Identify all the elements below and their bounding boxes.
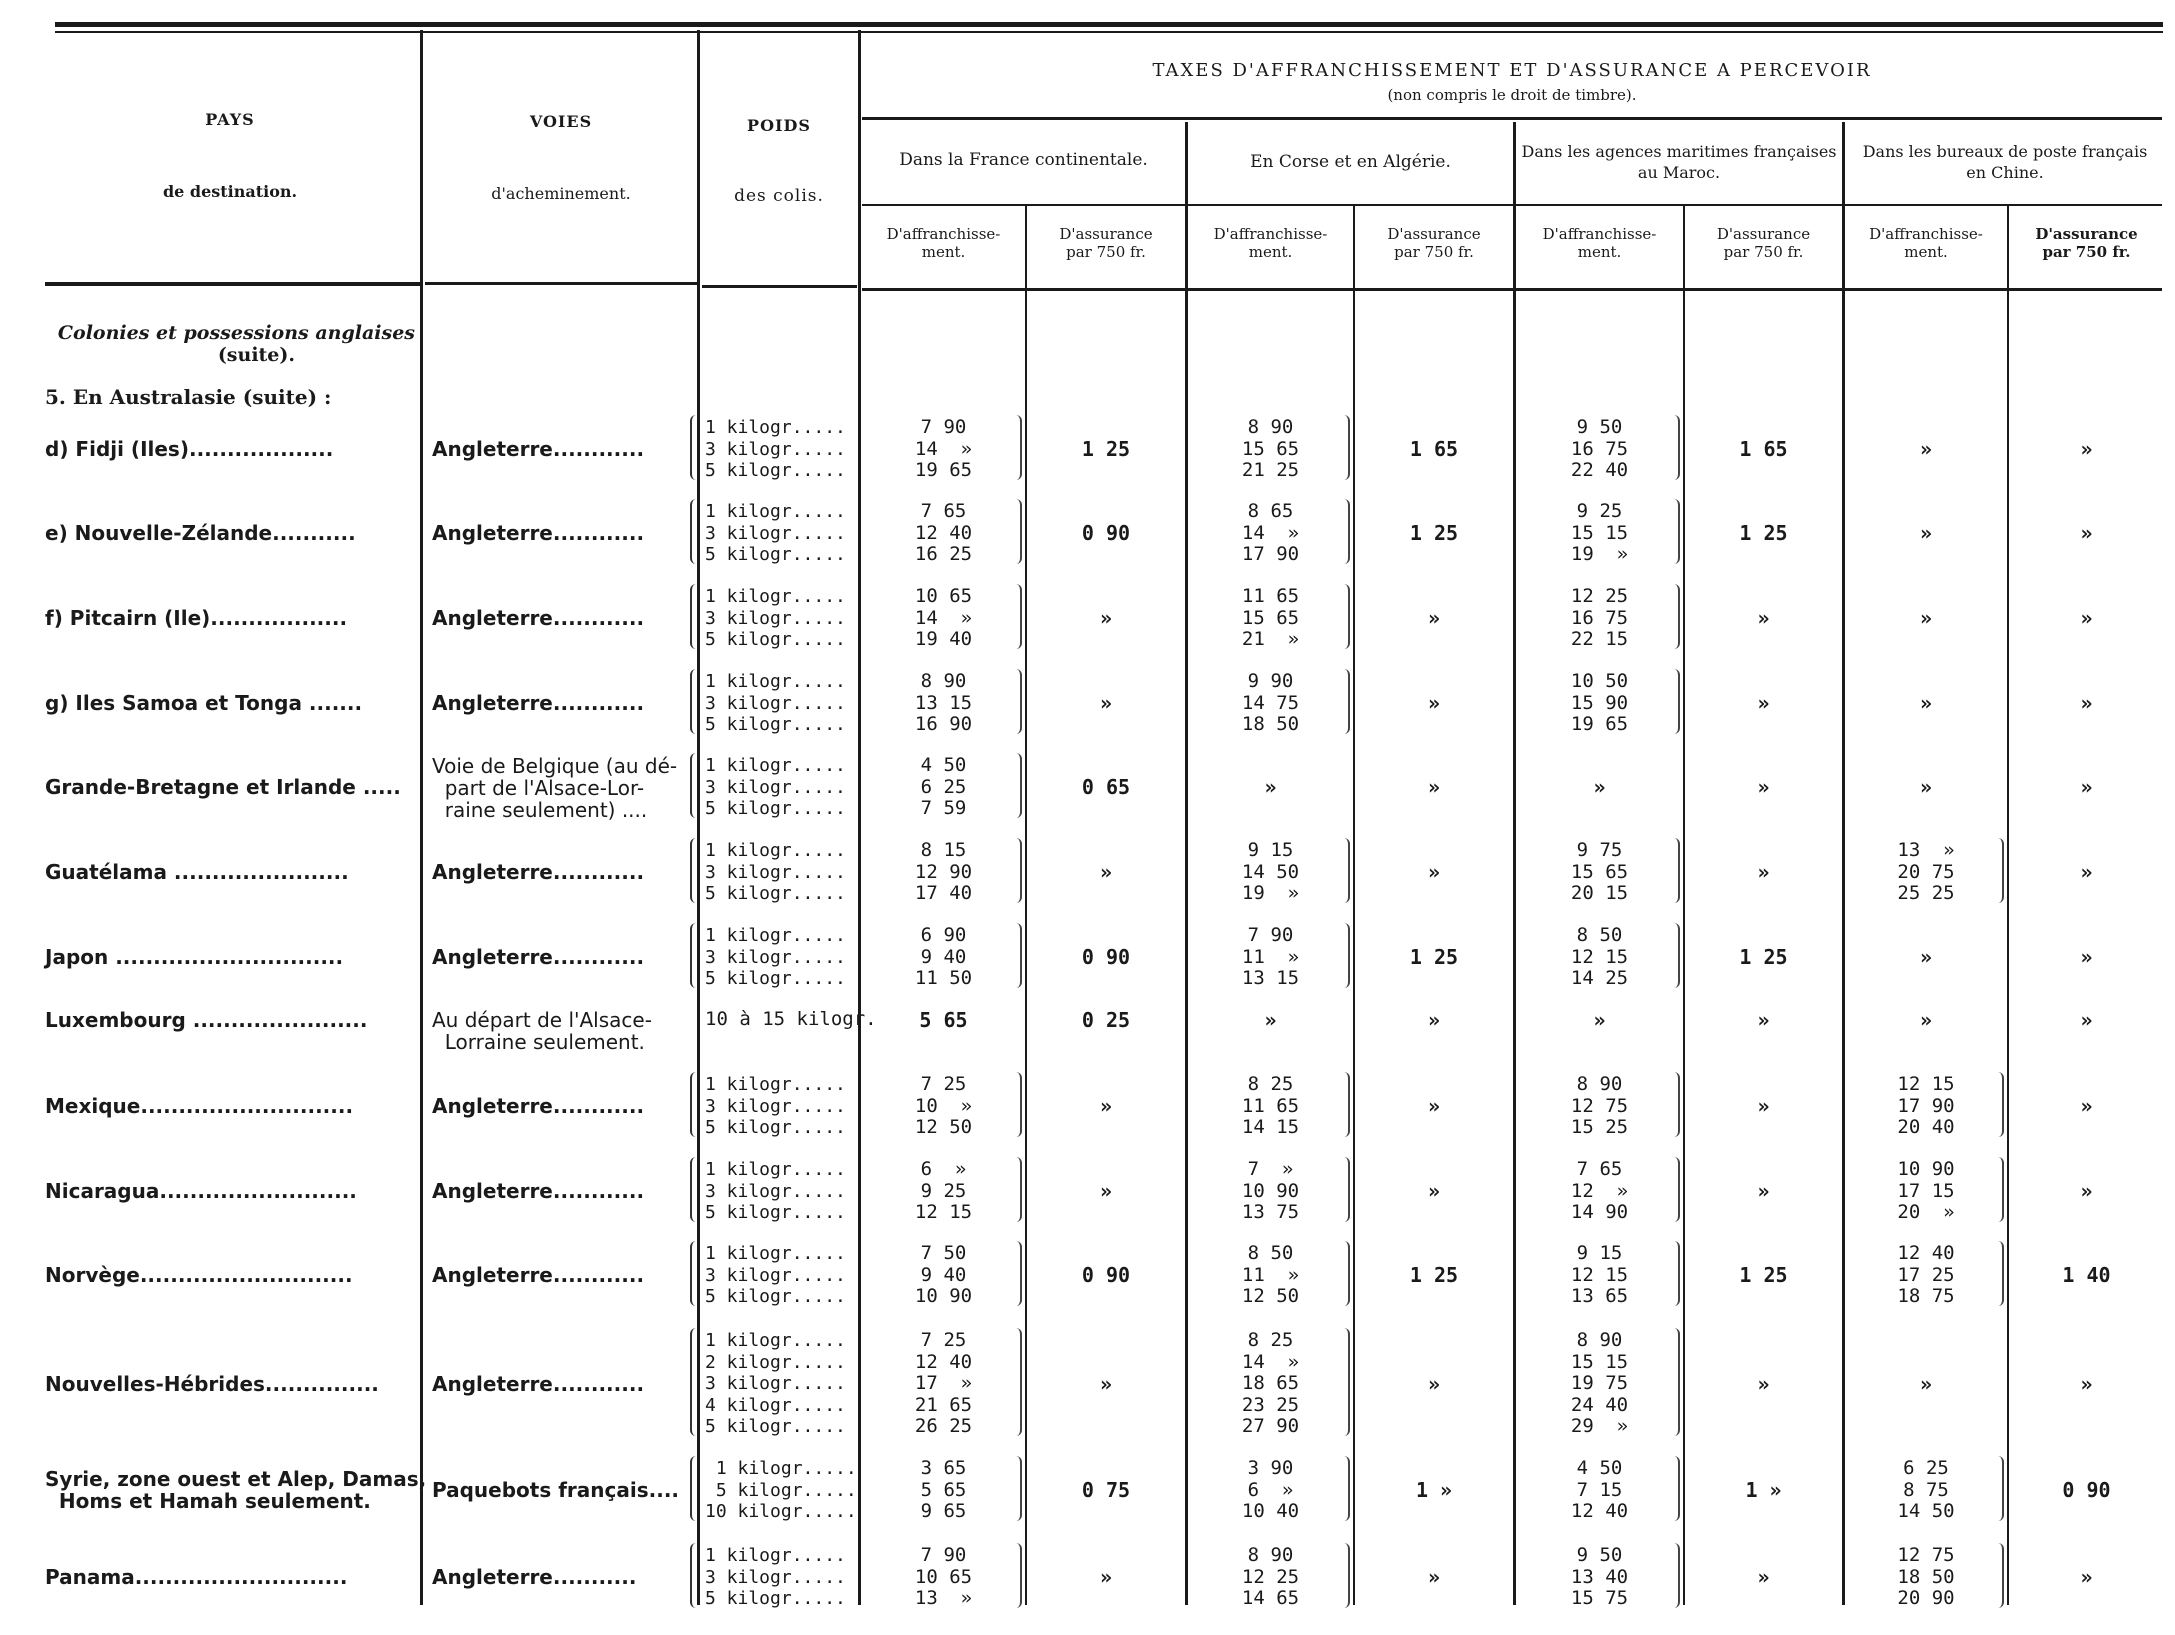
sub-ass-2-l2: par 750 fr. [1394, 243, 1474, 261]
row-aff4: 12 40 17 25 18 75 [1897, 1242, 1955, 1307]
col-rule [420, 30, 423, 1605]
value-brace [1671, 584, 1680, 649]
row-country: Luxembourg ....................... [45, 1007, 368, 1032]
row-weights: 1 kilogr..... 3 kilogr..... 5 kilogr..... [705, 417, 846, 481]
header-bottom-rule [425, 282, 697, 285]
taxes-subtitle: (non compris le droit de timbre). [1387, 86, 1637, 104]
row-aff2: 8 90 12 25 14 65 [1241, 1544, 1300, 1609]
taxes-rule [862, 117, 2162, 120]
row-aff3: 12 25 16 75 22 15 [1570, 585, 1629, 650]
value-brace [1671, 1543, 1680, 1608]
row-ass4: » [2080, 606, 2093, 631]
row-ass1: » [1099, 691, 1113, 716]
row-aff2: 8 25 14 » 18 65 23 25 27 90 [1241, 1329, 1300, 1437]
row-ass4: 1 40 [2062, 1263, 2111, 1288]
value-brace [1013, 415, 1022, 480]
row-aff4: » [1919, 1371, 1933, 1396]
row-weights: 1 kilogr..... 3 kilogr..... 5 kilogr..... [705, 586, 846, 650]
row-ass2: » [1427, 1007, 1441, 1032]
row-ass2: 1 25 [1409, 521, 1459, 546]
value-brace [1013, 1543, 1022, 1608]
row-aff2: 8 50 11 » 12 50 [1241, 1242, 1300, 1307]
sub-aff-3 [1516, 225, 1683, 261]
row-aff1: 3 65 5 65 9 65 [920, 1457, 967, 1522]
row-aff3: 9 50 16 75 22 40 [1570, 416, 1629, 481]
row-route: Angleterre............ [432, 437, 645, 462]
row-ass1: 1 25 [1081, 437, 1131, 462]
value-brace [1671, 923, 1680, 988]
sub-ass-3-l1: D'assurance [1716, 225, 1811, 243]
row-ass1: » [1099, 1565, 1113, 1590]
row-ass2: 1 25 [1409, 1263, 1459, 1288]
weight-brace [690, 584, 700, 649]
value-brace [1341, 1543, 1350, 1608]
sub-ass-2 [1355, 225, 1513, 261]
row-ass4: » [2080, 1094, 2093, 1119]
row-country: f) Pitcairn (Ile).................. [45, 606, 348, 631]
value-brace [1341, 584, 1350, 649]
sub-ass-1-l2: par 750 fr. [1066, 243, 1146, 261]
row-ass1: 0 90 [1081, 1263, 1131, 1288]
weight-brace [690, 923, 700, 988]
value-brace [1341, 415, 1350, 480]
sub-aff-2 [1188, 225, 1353, 261]
sub-aff-4-l2: ment. [1904, 243, 1948, 261]
row-ass2: » [1427, 1179, 1441, 1204]
row-country: e) Nouvelle-Zélande........... [45, 521, 356, 546]
sub-aff-4-l1: D'affranchisse- [1869, 225, 1983, 243]
row-country: Panama............................ [45, 1565, 348, 1590]
row-aff2: » [1264, 775, 1277, 800]
group-chine-2: en Chine. [1966, 163, 2044, 182]
value-brace [1341, 838, 1350, 903]
row-aff3: 8 50 12 15 14 25 [1570, 924, 1629, 989]
sub-ass-3 [1685, 225, 1842, 261]
row-route: Angleterre............ [432, 521, 645, 546]
weight-brace [690, 1328, 700, 1436]
row-ass1: 0 25 [1081, 1007, 1131, 1032]
group-chine: Dans les bureaux de poste français [1862, 142, 2148, 161]
row-weights: 1 kilogr..... 3 kilogr..... 5 kilogr..... [705, 501, 846, 565]
row-route: Angleterre............ [432, 1371, 645, 1396]
row-ass4: » [2080, 1565, 2093, 1590]
header-bottom-rule [862, 288, 2162, 291]
weight-brace [690, 499, 700, 564]
row-weights: 1 kilogr..... 3 kilogr..... 5 kilogr..... [705, 925, 846, 989]
row-route: Au départ de l'Alsace- Lorraine seulement. [432, 1008, 652, 1054]
value-brace [1013, 499, 1022, 564]
value-brace [1671, 1157, 1680, 1222]
row-ass4: » [2080, 945, 2093, 970]
row-aff2: » [1264, 1007, 1277, 1032]
row-aff2: 8 65 14 » 17 90 [1241, 500, 1300, 565]
row-weights: 1 kilogr..... 3 kilogr..... 5 kilogr..... [705, 1545, 846, 1609]
row-ass2: » [1427, 606, 1441, 631]
row-aff2: 9 15 14 50 19 » [1241, 839, 1300, 904]
row-country: Japon .............................. [45, 945, 344, 970]
row-ass3: 1 25 [1739, 1263, 1788, 1288]
row-aff2: 7 90 11 » 13 15 [1241, 924, 1300, 989]
value-brace [1671, 415, 1680, 480]
value-brace [1013, 669, 1022, 734]
row-aff3: 9 75 15 65 20 15 [1570, 839, 1629, 904]
row-ass1: » [1099, 1371, 1113, 1396]
value-brace [1013, 753, 1022, 818]
row-country: g) Iles Samoa et Tonga ....... [45, 691, 363, 716]
row-weights: 10 à 15 kilogr. [705, 1008, 877, 1030]
row-ass3: » [1757, 1371, 1770, 1396]
value-brace [1341, 1328, 1350, 1436]
sub-aff-4 [1845, 225, 2007, 261]
row-aff3: 9 25 15 15 19 » [1570, 500, 1629, 565]
sub-aff-2-l2: ment. [1248, 243, 1293, 261]
value-brace [1995, 1157, 2004, 1222]
row-country: Nicaragua.......................... [45, 1179, 357, 1204]
row-aff4: » [1919, 691, 1933, 716]
row-aff2: 8 90 15 65 21 25 [1241, 416, 1300, 481]
value-brace [1013, 1157, 1022, 1222]
row-ass4: » [2080, 775, 2093, 800]
row-route: Angleterre............ [432, 1263, 645, 1288]
row-ass3: » [1757, 606, 1770, 631]
header-pays-sub: de destination. [162, 182, 298, 201]
row-aff1: 7 50 9 40 10 90 [914, 1242, 973, 1307]
top-rule-thick [55, 22, 2163, 27]
row-aff1: 7 25 12 40 17 » 21 65 26 25 [914, 1329, 973, 1437]
row-aff4: » [1919, 1007, 1933, 1032]
value-brace [1341, 499, 1350, 564]
value-brace [1013, 1328, 1022, 1436]
row-route: Angleterre............ [432, 1179, 645, 1204]
sub-aff-1 [862, 225, 1025, 261]
row-weights: 1 kilogr..... 3 kilogr..... 5 kilogr..... [705, 671, 846, 735]
row-country: Norvège............................ [45, 1263, 353, 1288]
weight-brace [690, 1157, 700, 1222]
row-ass3: 1 65 [1739, 437, 1788, 462]
row-route: Angleterre............ [432, 860, 645, 885]
section-title: Colonies et possessions anglaises [57, 322, 415, 344]
value-brace [1995, 1456, 2004, 1521]
row-ass4: » [2080, 521, 2093, 546]
header-poids-sub: des colis. [734, 186, 824, 206]
row-aff4: » [1919, 775, 1933, 800]
row-ass2: » [1427, 691, 1441, 716]
value-brace [1013, 1456, 1022, 1521]
row-aff4: » [1919, 945, 1933, 970]
value-brace [1671, 1456, 1680, 1521]
value-brace [1341, 1241, 1350, 1306]
row-route: Voie de Belgique (au dé- part de l'Alsace-Lor- raine seulement) .... [432, 754, 678, 822]
weight-brace [690, 1456, 700, 1521]
taxes-title: TAXES D'AFFRANCHISSEMENT ET D'ASSURANCE A PERCEVOIR [1152, 60, 1872, 81]
row-ass2: 1 » [1415, 1478, 1453, 1503]
row-aff4: 10 90 17 15 20 » [1897, 1158, 1955, 1223]
row-aff2: 11 65 15 65 21 » [1241, 585, 1300, 650]
row-aff1: 4 50 6 25 7 59 [920, 754, 967, 819]
row-route: Angleterre............ [432, 1094, 645, 1119]
sub-aff-3-l2: ment. [1577, 243, 1622, 261]
row-aff3: 9 15 12 15 13 65 [1570, 1242, 1629, 1307]
row-weights: 1 kilogr..... 3 kilogr..... 5 kilogr..... [705, 1074, 846, 1138]
row-ass1: 0 90 [1081, 521, 1131, 546]
sub-aff-3-l1: D'affranchisse- [1542, 225, 1657, 243]
weight-brace [690, 1241, 700, 1306]
sub-ass-1-l1: D'assurance [1059, 225, 1153, 243]
row-aff1: 7 90 10 65 13 » [914, 1544, 973, 1609]
weight-brace [690, 753, 700, 818]
row-ass1: 0 65 [1081, 775, 1131, 800]
row-ass2: 1 65 [1409, 437, 1459, 462]
row-aff1: 10 65 14 » 19 40 [914, 585, 973, 650]
weight-brace [690, 1543, 700, 1608]
group-maroc: Dans les agences maritimes françaises [1521, 142, 1837, 161]
sub-aff-1-l2: ment. [921, 243, 966, 261]
row-aff1: 8 15 12 90 17 40 [914, 839, 973, 904]
row-aff4: » [1919, 521, 1933, 546]
row-aff3: 7 65 12 » 14 90 [1570, 1158, 1629, 1223]
row-ass3: » [1757, 691, 1770, 716]
row-aff1: 6 90 9 40 11 50 [914, 924, 973, 989]
sub-aff-1-l1: D'affranchisse- [886, 225, 1001, 243]
row-ass3: 1 25 [1739, 945, 1788, 970]
sub-aff-2-l1: D'affranchisse- [1213, 225, 1328, 243]
section-suite: (suite). [217, 344, 295, 366]
row-ass4: » [2080, 860, 2093, 885]
row-aff3: 10 50 15 90 19 65 [1570, 670, 1629, 735]
row-aff4: » [1919, 606, 1933, 631]
row-ass4: » [2080, 1371, 2093, 1396]
row-ass1: » [1099, 1094, 1113, 1119]
sub-ass-2-l1: D'assurance [1387, 225, 1481, 243]
subhead-rule [862, 204, 2162, 206]
value-brace [1995, 1072, 2004, 1137]
row-ass2: » [1427, 775, 1441, 800]
row-aff2: 7 » 10 90 13 75 [1241, 1158, 1300, 1223]
row-ass2: » [1427, 860, 1441, 885]
weight-brace [690, 415, 700, 480]
row-aff4: » [1919, 437, 1933, 462]
col-rule [858, 30, 861, 1605]
row-weights: 1 kilogr..... 3 kilogr..... 5 kilogr..... [705, 1243, 846, 1307]
row-aff4: 12 75 18 50 20 90 [1897, 1544, 1955, 1609]
row-ass3: » [1757, 1007, 1770, 1032]
row-ass4: » [2080, 1179, 2093, 1204]
row-ass2: » [1427, 1094, 1441, 1119]
value-brace [1013, 1241, 1022, 1306]
row-aff3: 4 50 7 15 12 40 [1570, 1457, 1629, 1522]
row-weights: 1 kilogr..... 5 kilogr..... 10 kilogr..... [705, 1458, 857, 1522]
value-brace [1995, 838, 2004, 903]
row-aff2: 3 90 6 » 10 40 [1241, 1457, 1300, 1522]
row-country: Syrie, zone ouest et Alep, Damas, Homs et Hamah seulement. [45, 1467, 427, 1514]
row-aff1: 7 25 10 » 12 50 [914, 1073, 973, 1138]
value-brace [1341, 923, 1350, 988]
row-ass3: 1 25 [1739, 521, 1788, 546]
weight-brace [690, 838, 700, 903]
value-brace [1671, 838, 1680, 903]
row-weights: 1 kilogr..... 3 kilogr..... 5 kilogr..... [705, 1159, 846, 1223]
value-brace [1995, 1241, 2004, 1306]
value-brace [1671, 1072, 1680, 1137]
value-brace [1341, 1456, 1350, 1521]
header-bottom-rule [45, 282, 420, 286]
row-aff3: 8 90 15 15 19 75 24 40 29 » [1570, 1329, 1629, 1437]
value-brace [1013, 923, 1022, 988]
value-brace [1013, 1072, 1022, 1137]
value-brace [1341, 669, 1350, 734]
row-country: Guatélama ....................... [45, 860, 349, 885]
sub-ass-4-l2: par 750 fr. [2042, 243, 2131, 261]
row-aff3: 9 50 13 40 15 75 [1570, 1544, 1629, 1609]
row-weights: 1 kilogr..... 3 kilogr..... 5 kilogr..... [705, 755, 846, 819]
row-ass3: 1 » [1745, 1478, 1782, 1503]
value-brace [1341, 1157, 1350, 1222]
value-brace [1671, 499, 1680, 564]
row-ass4: » [2080, 437, 2093, 462]
header-voies: VOIES [529, 112, 593, 131]
row-country: Nouvelles-Hébrides............... [45, 1371, 379, 1396]
group-france: Dans la France continentale. [899, 150, 1148, 170]
row-aff4: 12 15 17 90 20 40 [1897, 1073, 1955, 1138]
sub-ass-4-l1: D'assurance [2035, 225, 2138, 243]
row-aff1: 5 65 [919, 1007, 968, 1032]
row-ass1: » [1099, 860, 1113, 885]
top-rule-thin [55, 31, 2163, 33]
row-ass3: » [1757, 1179, 1770, 1204]
row-aff1: 6 » 9 25 12 15 [914, 1158, 973, 1223]
row-country: d) Fidji (Iles)................... [45, 437, 334, 462]
row-ass1: 0 90 [1081, 945, 1131, 970]
row-ass3: » [1757, 860, 1770, 885]
header-bottom-rule [702, 285, 857, 288]
row-aff1: 7 90 14 » 19 65 [914, 416, 973, 481]
section-australasie: 5. En Australasie (suite) : [45, 385, 332, 409]
value-brace [1995, 1543, 2004, 1608]
row-weights: 1 kilogr..... 2 kilogr..... 3 kilogr..... 4 kilogr..... 5 kilogr..... [705, 1330, 846, 1437]
row-aff1: 7 65 12 40 16 25 [914, 500, 973, 565]
row-country: Mexique............................ [45, 1094, 354, 1119]
row-route: Paquebots français.... [432, 1478, 680, 1503]
row-aff2: 8 25 11 65 14 15 [1241, 1073, 1300, 1138]
value-brace [1013, 838, 1022, 903]
value-brace [1013, 584, 1022, 649]
row-aff1: 8 90 13 15 16 90 [914, 670, 973, 735]
row-ass4: » [2080, 1007, 2093, 1032]
row-route: Angleterre............ [432, 606, 645, 631]
row-ass2: » [1427, 1371, 1441, 1396]
sub-ass-4 [2009, 225, 2164, 261]
value-brace [1341, 1072, 1350, 1137]
group-corse: En Corse et en Algérie. [1250, 152, 1451, 172]
row-aff3: 8 90 12 75 15 25 [1570, 1073, 1629, 1138]
row-aff3: » [1593, 775, 1606, 800]
row-aff4: 6 25 8 75 14 50 [1897, 1457, 1955, 1522]
value-brace [1671, 1328, 1680, 1436]
header-pays: PAYS [205, 110, 255, 129]
header-voies-sub: d'acheminement. [491, 184, 631, 203]
row-ass4: 0 90 [2062, 1478, 2111, 1503]
group-maroc-2: au Maroc. [1637, 163, 1721, 182]
row-country: Grande-Bretagne et Irlande ..... [45, 775, 401, 800]
row-ass1: » [1099, 1179, 1113, 1204]
row-ass1: » [1099, 606, 1113, 631]
value-brace [1671, 1241, 1680, 1306]
row-aff4: 13 » 20 75 25 25 [1897, 839, 1955, 904]
value-brace [1671, 669, 1680, 734]
row-ass2: » [1427, 1565, 1441, 1590]
row-aff2: 9 90 14 75 18 50 [1241, 670, 1300, 735]
row-ass3: » [1757, 775, 1770, 800]
weight-brace [690, 669, 700, 734]
row-route: Angleterre............ [432, 945, 645, 970]
sub-ass-3-l2: par 750 fr. [1723, 243, 1804, 261]
row-ass2: 1 25 [1409, 945, 1459, 970]
row-ass4: » [2080, 691, 2093, 716]
header-poids: POIDS [747, 116, 811, 135]
row-ass1: 0 75 [1081, 1478, 1131, 1503]
row-route: Angleterre........... [432, 1565, 637, 1590]
row-ass3: » [1757, 1094, 1770, 1119]
row-weights: 1 kilogr..... 3 kilogr..... 5 kilogr..... [705, 840, 846, 904]
weight-brace [690, 1072, 700, 1137]
row-aff3: » [1593, 1007, 1606, 1032]
row-ass3: » [1757, 1565, 1770, 1590]
sub-ass-1 [1027, 225, 1185, 261]
row-route: Angleterre............ [432, 691, 645, 716]
